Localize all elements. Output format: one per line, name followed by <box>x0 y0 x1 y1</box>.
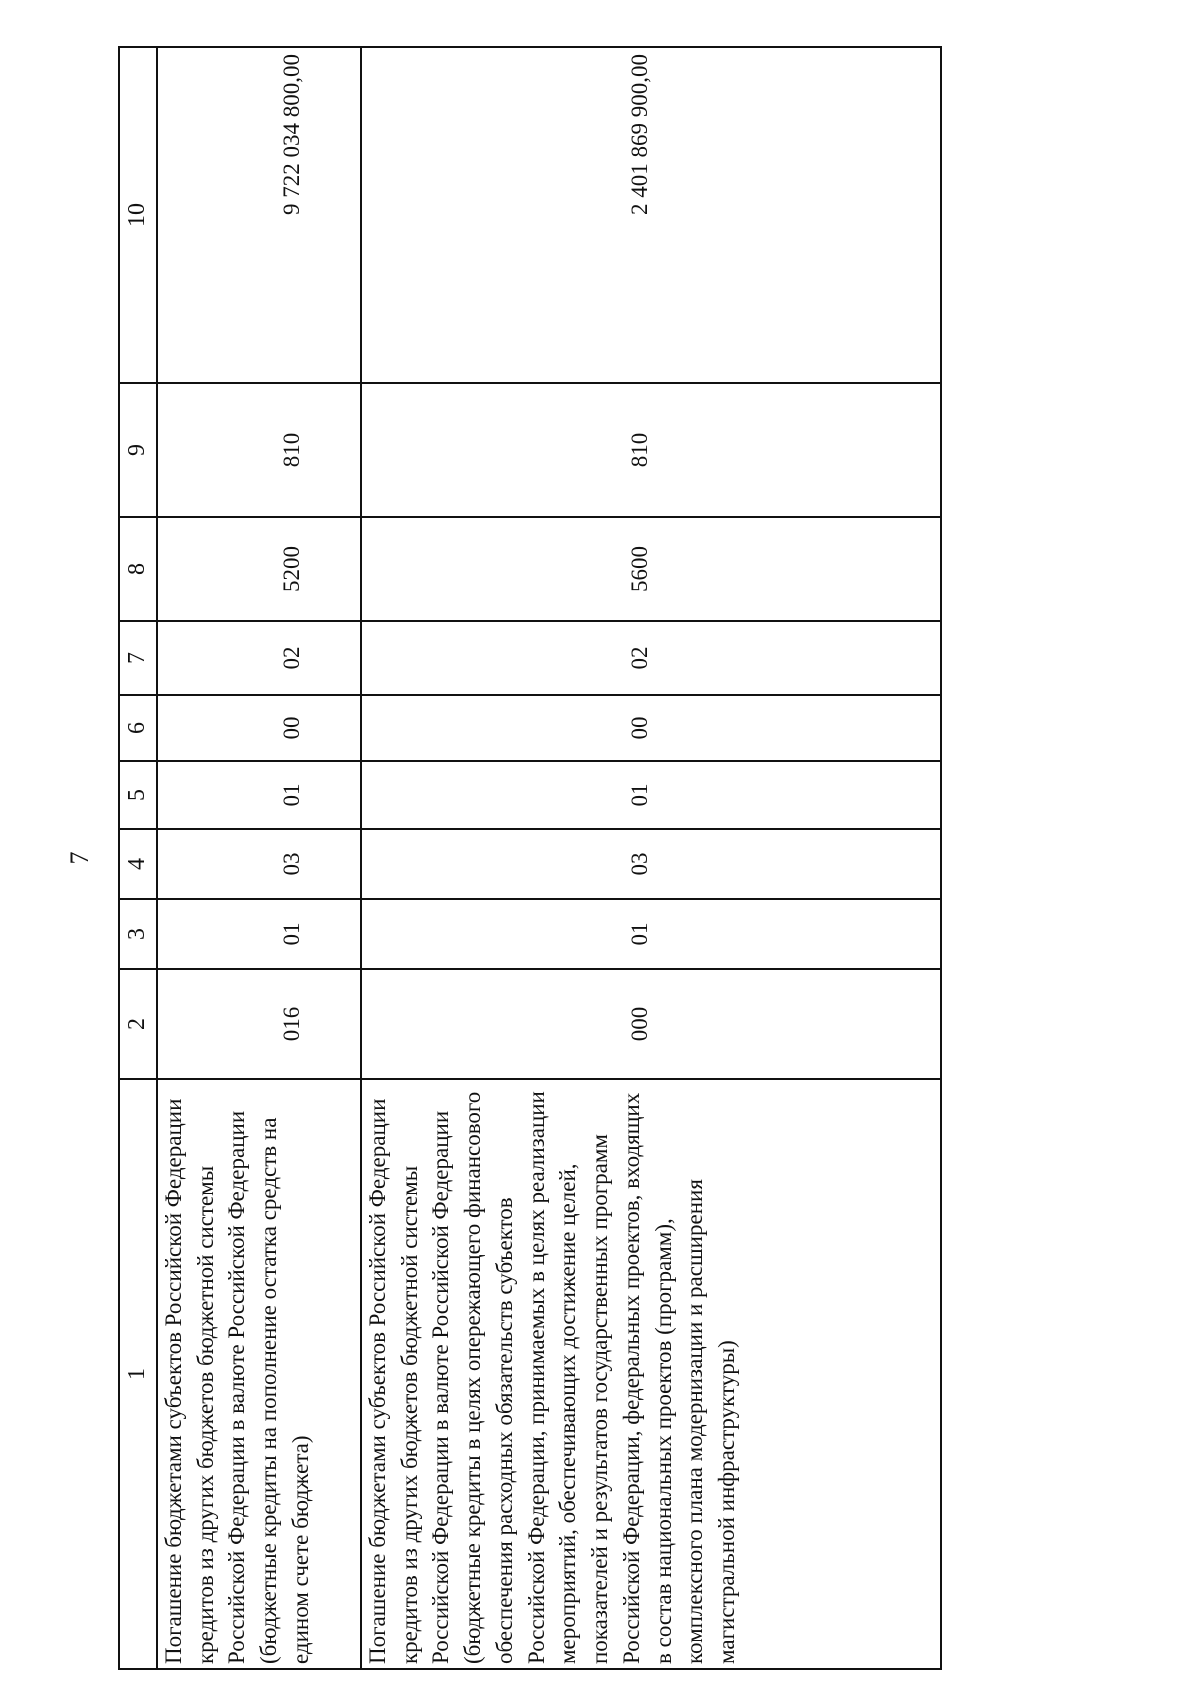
column-header: 10 <box>119 47 157 383</box>
subarticle-code-cell: 00 <box>157 695 361 761</box>
column-header: 6 <box>119 695 157 761</box>
column-header: 1 <box>119 1079 157 1669</box>
table-row <box>157 47 361 1669</box>
program-code-cell: 5200 <box>157 517 361 621</box>
element-code-cell: 02 <box>157 621 361 695</box>
subarticle-code-cell: 00 <box>361 695 941 761</box>
column-header: 5 <box>119 761 157 829</box>
budget-table <box>118 46 942 1670</box>
amount-cell: 2 401 869 900,00 <box>361 47 941 383</box>
subgroup-code-cell: 03 <box>157 829 361 899</box>
article-code-cell: 01 <box>361 761 941 829</box>
classification-code-cell: 810 <box>361 383 941 517</box>
classification-code-cell: 810 <box>157 383 361 517</box>
admin-code-cell: 016 <box>157 969 361 1079</box>
rotated-table-container <box>118 48 938 1670</box>
page-number: 7 <box>65 851 94 865</box>
admin-code-cell: 000 <box>361 969 941 1079</box>
column-header: 7 <box>119 621 157 695</box>
column-header: 4 <box>119 829 157 899</box>
amount-cell: 9 722 034 800,00 <box>157 47 361 383</box>
rotated-table-frame <box>118 48 938 1670</box>
column-header: 8 <box>119 517 157 621</box>
row-description: Погашение бюджетами субъектов Российской Федерации кредитов из других бюджетов бюджетной системы Российской Федерации в валюте Российской Федерации (бюджетные кредиты в целях опережающего финансового обеспечения расходных обязательств субъектов Российской Федерации, принимаемых в целях реализации мероприятий, обеспечивающих достижение целей, показателей и результатов государственных программ Российской Федерации, федеральных проектов, входящих в состав национальных проектов (программ), комплексного плана модернизации и расширения магистральной инфраструктуры) <box>361 1079 941 1669</box>
row-description: Погашение бюджетами субъектов Российской Федерации кредитов из других бюджетов бюджетной системы Российской Федерации в валюте Российской Федерации (бюджетные кредиты на пополнение остатка средств на едином счете бюджета) <box>157 1079 361 1669</box>
subgroup-code-cell: 03 <box>361 829 941 899</box>
article-code-cell: 01 <box>157 761 361 829</box>
column-header: 9 <box>119 383 157 517</box>
program-code-cell: 5600 <box>361 517 941 621</box>
column-header: 3 <box>119 899 157 969</box>
element-code-cell: 02 <box>361 621 941 695</box>
group-code-cell: 01 <box>361 899 941 969</box>
table-row <box>361 47 941 1669</box>
table-header-row <box>119 47 157 1669</box>
column-header: 2 <box>119 969 157 1079</box>
group-code-cell: 01 <box>157 899 361 969</box>
